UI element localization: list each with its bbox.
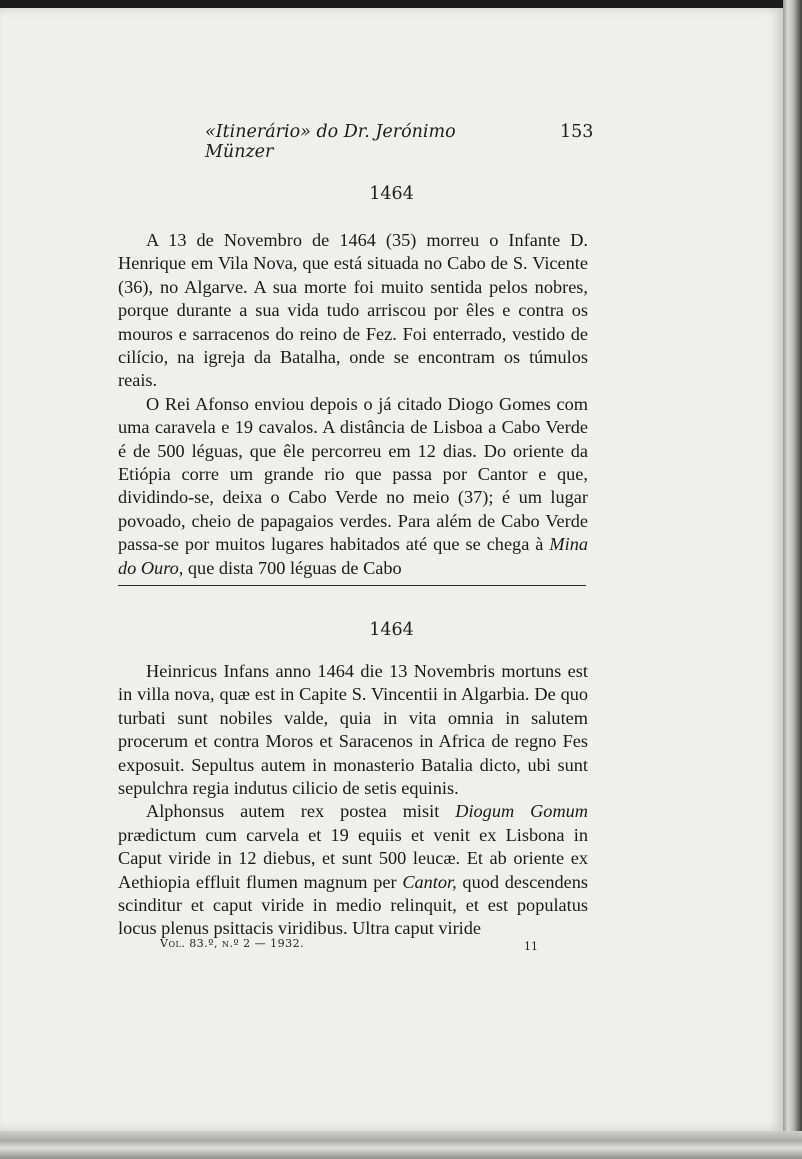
sheet-number: 11 — [524, 940, 538, 953]
text-segment: A 13 de Novembro de 1464 (35) morreu o Infante D. Henrique em Vila Nova, que está situada no Cabo de S. Vicente (36), no Algarve. A sua morte foi muito sentida pelos nobres, porque durante a sua vida tudo arriscou por êles e contra os mouros e sarracenos do reino de Fez. Foi enterrado, vestido de cilício, na igreja da Batalha, onde se encontram os túmulos reais. — [118, 230, 588, 391]
portuguese-paragraph-1 — [118, 229, 588, 393]
text-segment: Alphonsus autem rex postea misit — [146, 801, 456, 822]
printer-signature: Vol. 83.º, n.º 2 — 1932. — [160, 937, 305, 950]
running-head: «Itinerário» do Dr. Jerónimo Münzer — [205, 122, 456, 162]
latin-paragraph-2 — [118, 800, 588, 940]
text-segment: O Rei Afonso enviou depois o já citado Diogo Gomes com uma caravela e 19 cavalos. A distância de Lisboa a Cabo Verde é de 500 léguas, que êle percorreu em 12 dias. Do oriente da Etiópia corre um grande rio que passa por Cantor e que, dividindo-se, deixa o Cabo Verde no meio (37); é um lugar povoado, cheio de papagaios verdes. Para além de Cabo Verde passa-se por muitos lugares habitados até que se chega à — [118, 393, 588, 555]
page-edge — [783, 0, 802, 1159]
latin-year-heading: 1464 — [369, 620, 414, 640]
latin-text — [118, 660, 588, 941]
text-segment: prædictum cum carvela et 19 equiis et venit ex Lisbona in Caput viride in 12 diebus, et sunt 500 leucæ. Et ab oriente ex Aethiopia effluit flumen magnum per — [118, 824, 588, 892]
latin-paragraph-1 — [118, 660, 588, 800]
page-number: 153 — [560, 122, 594, 142]
portuguese-paragraph-2 — [118, 393, 588, 580]
text-segment: quod descendens scinditur et caput viride in medio relinquit, et est populatus locus plenus psittacis viridibus. Ultra caput viride — [118, 871, 588, 939]
bottom-edge — [0, 1131, 802, 1159]
text-segment-italic: Diogum Gomum — [455, 801, 588, 822]
text-segment-italic: Cantor, — [402, 871, 457, 892]
text-divider — [118, 585, 586, 586]
portuguese-text — [118, 229, 588, 580]
text-segment: Heinricus Infans anno 1464 die 13 Novembris mortuns est in villa nova, quæ est in Capite S. Vincentii in Algarbia. De quo turbati sunt nobiles valde, quia in vita omnia in salutem procerum et contra Moros et Saracenos in Africa de regno Fes exposuit. Sepultus autem in monasterio Batalia dicto, ubi sunt sepulchra regia indutus cilicio de setis equinis. — [118, 661, 588, 799]
text-segment: que dista 700 léguas de Cabo — [183, 557, 402, 578]
text-segment-italic: Mina do Ouro, — [118, 534, 588, 578]
portuguese-year-heading: 1464 — [369, 184, 414, 204]
